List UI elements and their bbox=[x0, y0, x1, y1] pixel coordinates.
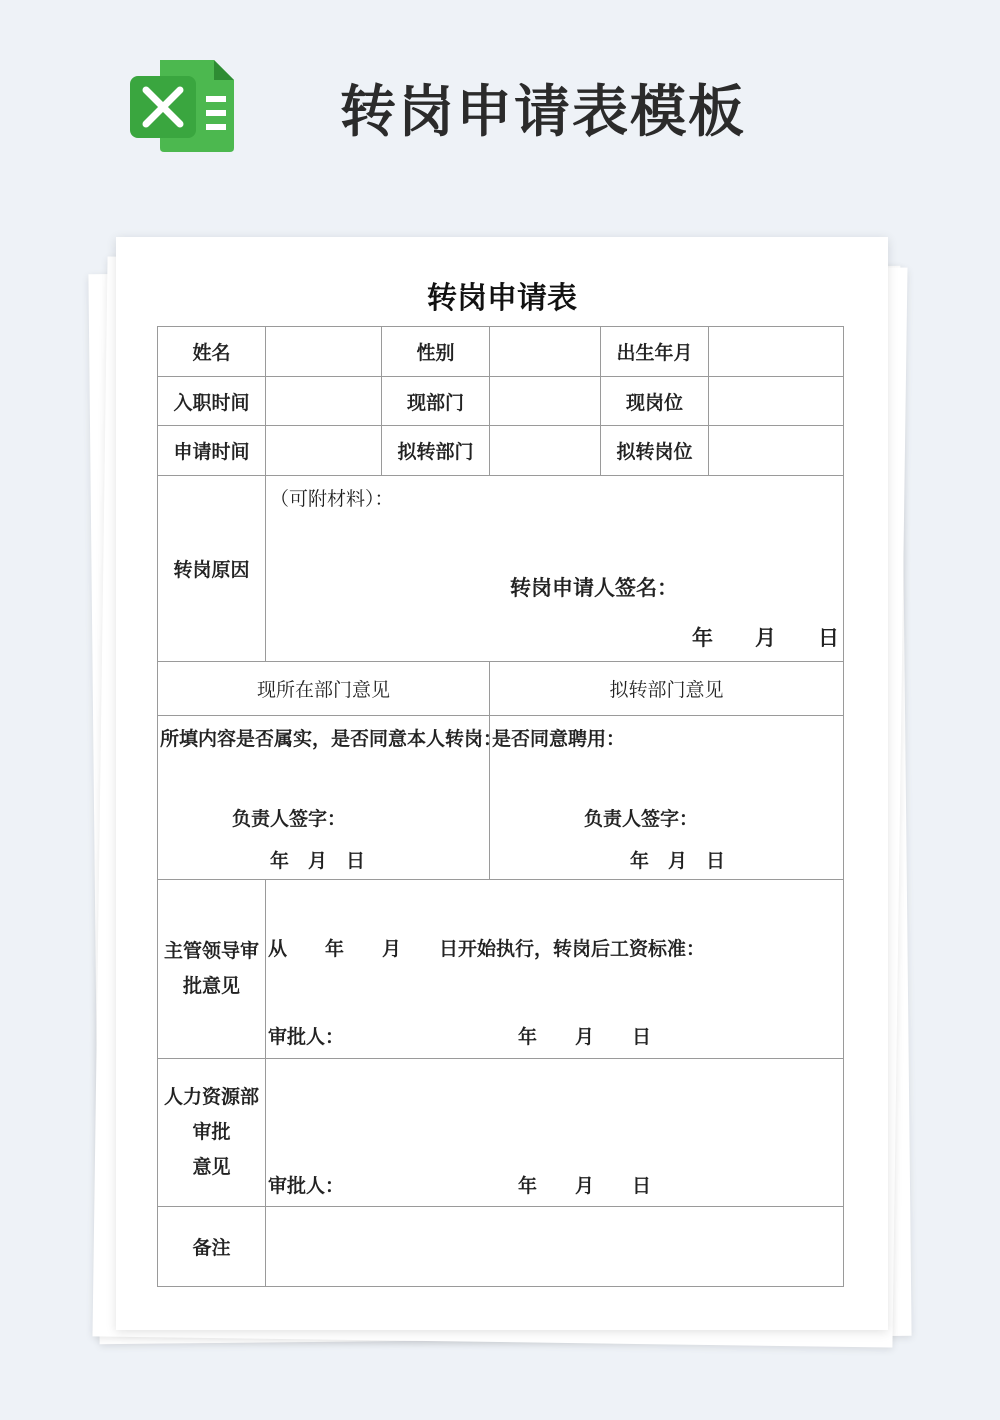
remarks-label: 备注 bbox=[158, 1207, 266, 1287]
application-form-table bbox=[157, 326, 844, 1287]
hr-date: 年 月 日 bbox=[518, 1175, 652, 1197]
reason-field[interactable] bbox=[266, 476, 844, 662]
birth-date-label: 出生年月 bbox=[601, 327, 709, 377]
current-dept-question: 所填内容是否属实，是否同意本人转岗： bbox=[160, 728, 503, 750]
target-dept-label: 拟转部门 bbox=[382, 426, 490, 476]
current-dept-opinion-field[interactable] bbox=[158, 716, 503, 880]
current-dept-field[interactable] bbox=[490, 377, 601, 426]
table-row bbox=[158, 1207, 844, 1287]
target-dept-field[interactable] bbox=[490, 426, 601, 476]
current-dept-label: 现部门 bbox=[382, 377, 490, 426]
hire-date-field[interactable] bbox=[266, 377, 382, 426]
table-row bbox=[158, 426, 844, 476]
current-dept-sign-label: 负责人签字： bbox=[232, 808, 347, 830]
banner-title: 转岗申请表模板 bbox=[340, 80, 746, 145]
birth-date-field[interactable] bbox=[709, 327, 844, 377]
table-row bbox=[158, 476, 844, 662]
table-row bbox=[158, 1059, 844, 1207]
target-dept-sign-label: 负责人签字： bbox=[584, 808, 699, 830]
supervisor-text: 从 年 月 日开始执行，转岗后工资标准： bbox=[268, 938, 706, 960]
current-post-field[interactable] bbox=[709, 377, 844, 426]
hire-date-label: 入职时间 bbox=[158, 377, 266, 426]
apply-date-label: 申请时间 bbox=[158, 426, 266, 476]
target-dept-date: 年 月 日 bbox=[630, 850, 726, 872]
name-label: 姓名 bbox=[158, 327, 266, 377]
apply-date-field[interactable] bbox=[266, 426, 382, 476]
supervisor-approver-label: 审批人： bbox=[268, 1026, 345, 1048]
target-dept-opinion-field[interactable] bbox=[490, 716, 844, 880]
hr-label-line: 审批 bbox=[192, 1121, 231, 1143]
table-row bbox=[158, 880, 844, 1059]
hr-opinion-field[interactable] bbox=[266, 1059, 844, 1207]
supervisor-label-line: 主管领导审 bbox=[163, 940, 259, 962]
table-row bbox=[158, 662, 844, 716]
current-dept-opinion-header: 现所在部门意见 bbox=[158, 662, 490, 716]
reason-note: （可附材料）： bbox=[270, 488, 394, 510]
hr-approver-label: 审批人： bbox=[268, 1175, 345, 1197]
excel-icon bbox=[130, 58, 234, 154]
reason-label: 转岗原因 bbox=[158, 476, 266, 662]
reason-date: 年 月 日 bbox=[692, 626, 839, 650]
remarks-field[interactable] bbox=[266, 1207, 844, 1287]
name-field[interactable] bbox=[266, 327, 382, 377]
form-title: 转岗申请表 bbox=[427, 281, 577, 316]
gender-label: 性别 bbox=[382, 327, 490, 377]
form-sheet bbox=[116, 237, 888, 1330]
target-dept-question: 是否同意聘用： bbox=[492, 728, 626, 750]
target-post-field[interactable] bbox=[709, 426, 844, 476]
target-post-label: 拟转岗位 bbox=[601, 426, 709, 476]
supervisor-label bbox=[158, 880, 266, 1059]
table-row bbox=[158, 716, 844, 880]
gender-field[interactable] bbox=[490, 327, 601, 377]
applicant-signature-label: 转岗申请人签名： bbox=[510, 576, 678, 600]
current-dept-date: 年 月 日 bbox=[270, 850, 366, 872]
hr-label bbox=[158, 1059, 266, 1207]
supervisor-label-line: 批意见 bbox=[182, 975, 240, 997]
target-dept-opinion-header: 拟转部门意见 bbox=[490, 662, 844, 716]
hr-label-line: 意见 bbox=[192, 1156, 231, 1178]
table-row bbox=[158, 327, 844, 377]
hr-label-line: 人力资源部 bbox=[163, 1086, 259, 1108]
current-post-label: 现岗位 bbox=[601, 377, 709, 426]
table-row bbox=[158, 377, 844, 426]
supervisor-date: 年 月 日 bbox=[518, 1026, 652, 1048]
supervisor-opinion-field[interactable] bbox=[266, 880, 844, 1059]
